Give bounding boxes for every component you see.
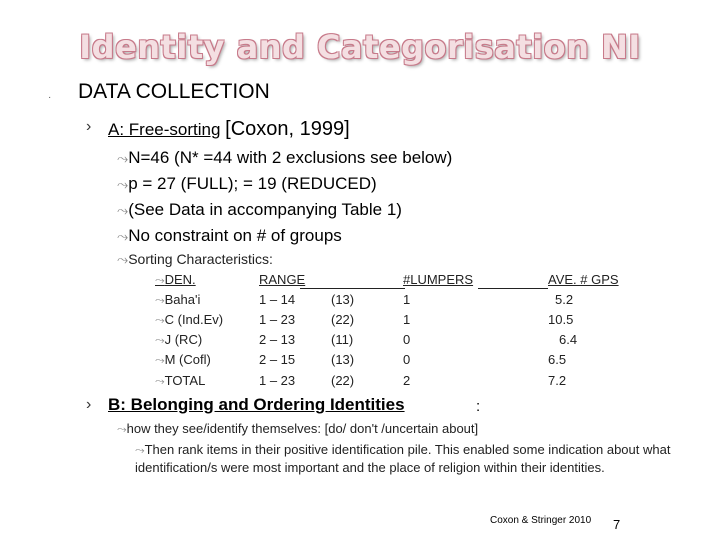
curly-arrow-icon: ⤳ <box>155 333 165 347</box>
page-number: 7 <box>613 517 621 532</box>
lumpers-cell: 0 <box>403 332 411 347</box>
list-item: ⤳N=46 (N* =44 with 2 exclusions see below) <box>117 148 453 167</box>
header-underline <box>300 288 405 289</box>
curly-arrow-icon: ⤳ <box>117 202 129 218</box>
part-b-heading: B: Belonging and Ordering Identities <box>108 395 405 414</box>
span-cell: (13) <box>331 352 355 367</box>
range-cell: 2 – 13 <box>259 332 296 347</box>
table-header-lumpers: #LUMPERS <box>403 272 474 287</box>
part-a-heading <box>108 118 350 141</box>
ave-cell: 7.2 <box>548 373 567 388</box>
curly-arrow-icon: ⤳ <box>135 443 145 457</box>
part-a-citation: [Coxon, 1999] <box>225 118 350 140</box>
table-row: ⤳J (RC) <box>155 332 203 347</box>
table-row: ⤳TOTAL <box>155 373 206 388</box>
range-cell: 2 – 15 <box>259 352 296 367</box>
span-cell: (11) <box>331 332 354 347</box>
sorting-characteristics-label: ⤳Sorting Characteristics: <box>117 251 273 267</box>
ave-cell: 6.4 <box>559 332 578 347</box>
bullet-dot-icon: · <box>48 92 52 103</box>
table-header-den: ⤳DEN. <box>155 272 196 287</box>
ave-cell: 6.5 <box>548 352 567 367</box>
ave-cell: 5.2 <box>555 292 574 307</box>
part-b-detail: ⤳Then rank items in their positive identification pile. This enabled some indication about what identification/s were most important and the place of religion within their identities. <box>135 442 671 475</box>
list-item: ⤳p = 27 (FULL); = 19 (REDUCED) <box>117 174 377 193</box>
curly-arrow-icon: ⤳ <box>117 150 129 166</box>
footer-credit: Coxon & Stringer 2010 <box>490 515 592 526</box>
span-cell: (22) <box>331 312 355 327</box>
curly-arrow-icon: ⤳ <box>117 422 127 436</box>
curly-arrow-icon: ⤳ <box>155 374 165 388</box>
curly-arrow-icon: ⤳ <box>117 228 129 244</box>
ave-cell: 10.5 <box>548 312 574 327</box>
curly-arrow-icon: ⤳ <box>117 251 129 267</box>
part-b-subitem: ⤳how they see/identify themselves: [do/ don't /uncertain about] <box>117 421 479 436</box>
lumpers-cell: 1 <box>403 312 411 327</box>
lumpers-cell: 1 <box>403 292 411 307</box>
slide-title: Identity and Categorisation NI <box>79 28 641 66</box>
range-cell: 1 – 23 <box>259 312 296 327</box>
list-item: ⤳No constraint on # of groups <box>117 226 342 245</box>
table-row: ⤳C (Ind.Ev) <box>155 312 224 327</box>
curly-arrow-icon: ⤳ <box>155 353 165 367</box>
lumpers-cell: 0 <box>403 352 411 367</box>
table-header-range: RANGE <box>259 272 306 287</box>
table-row: ⤳Baha'i <box>155 292 201 307</box>
table-header-ave-gps: AVE. # GPS <box>548 272 619 287</box>
span-cell: (22) <box>331 373 355 388</box>
span-cell: (13) <box>331 292 355 307</box>
table-row: ⤳M (Cofl) <box>155 352 211 367</box>
list-item: ⤳(See Data in accompanying Table 1) <box>117 200 402 219</box>
curly-arrow-icon: ⤳ <box>155 293 165 307</box>
range-cell: 1 – 14 <box>259 292 296 307</box>
header-underline <box>478 288 548 289</box>
part-a-label: A: Free-sorting <box>108 120 221 139</box>
section-heading: DATA COLLECTION <box>78 80 270 103</box>
range-cell: 1 – 23 <box>259 373 296 388</box>
curly-arrow-icon: ⤳ <box>155 313 165 327</box>
lumpers-cell: 2 <box>403 373 411 388</box>
curly-arrow-icon: ⤳ <box>117 176 129 192</box>
part-b-colon: : <box>476 398 481 415</box>
chevron-right-icon: › <box>86 396 92 413</box>
chevron-right-icon: › <box>86 118 92 135</box>
curly-arrow-icon: ⤳ <box>155 273 165 287</box>
